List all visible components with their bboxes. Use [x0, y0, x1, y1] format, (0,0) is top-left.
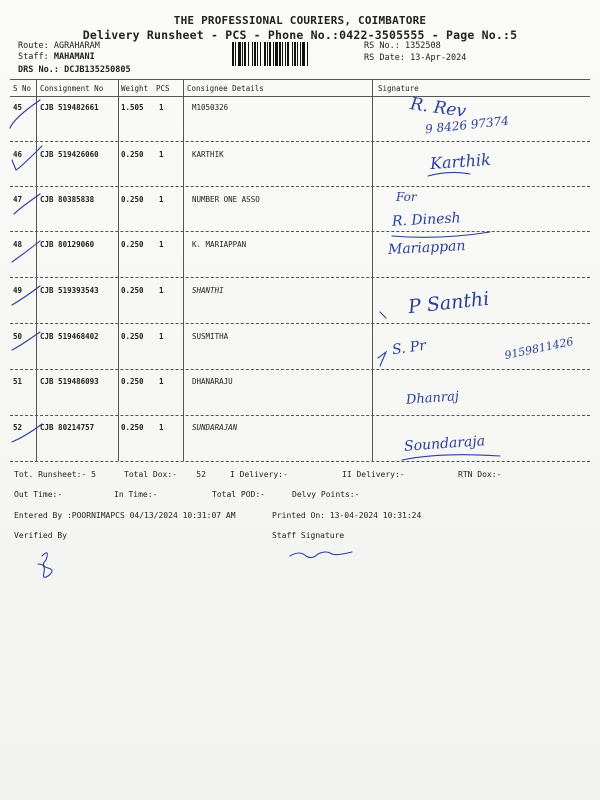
row-consignee: SUSMITHA	[192, 332, 229, 341]
barcode	[232, 42, 358, 66]
col-header-consignee: Consignee Details	[187, 84, 264, 93]
col-divider-sno	[36, 79, 37, 461]
tot-runsheet-value: 5	[91, 470, 96, 479]
tot-runsheet	[14, 470, 96, 479]
row-consignee: DHANARAJU	[192, 377, 233, 386]
row-consignment: CJB 80129060	[40, 240, 95, 249]
rs-no-field	[364, 41, 441, 51]
total-dox-label: Total Dox:-	[124, 470, 177, 479]
tot-runsheet-label: Tot. Runsheet:-	[14, 470, 87, 479]
rtn-dox: RTN Dox:-	[458, 470, 502, 479]
company-title: THE PROFESSIONAL COURIERS, COIMBATORE	[173, 14, 427, 27]
row-consignee: K. MARIAPPAN	[192, 240, 247, 249]
total-dox	[124, 470, 206, 479]
row-pcs: 1	[159, 286, 164, 295]
col-header-signature: Signature	[378, 84, 419, 93]
route-label: Route:	[18, 41, 49, 51]
row-weight: 0.250	[121, 377, 144, 386]
rs-no-value: 1352508	[404, 41, 441, 51]
row-pcs: 1	[159, 332, 164, 341]
row-weight: 0.250	[121, 240, 144, 249]
row-sno: 50	[13, 332, 23, 341]
drs-label: DRS No.:	[18, 65, 59, 75]
col-divider-consignee	[372, 79, 373, 461]
signature-51: Dhanraj	[405, 389, 460, 408]
signature-45: R. Rev	[408, 94, 468, 122]
drs-field	[18, 65, 131, 75]
signature-50: S. Pr	[391, 337, 428, 359]
table-top-rule	[10, 79, 590, 80]
out-time: Out Time:-	[14, 490, 63, 499]
rs-date-field	[364, 53, 466, 63]
row-consignee: KARTHIK	[192, 150, 224, 159]
row-divider	[10, 323, 590, 324]
table-bottom-rule	[10, 461, 590, 462]
row-divider	[10, 141, 590, 142]
row-sno: 47	[13, 195, 23, 204]
row-weight: 0.250	[121, 195, 144, 204]
row-pcs: 1	[159, 103, 164, 112]
staff-label: Staff:	[18, 52, 49, 62]
row-weight: 0.250	[121, 286, 144, 295]
signature-47-for: For	[396, 190, 417, 204]
row-pcs: 1	[159, 150, 164, 159]
row-sno: 45	[13, 103, 23, 112]
route-field	[18, 41, 100, 51]
row-consignment: CJB 519486093	[40, 377, 99, 386]
col-divider-consignment	[118, 79, 119, 461]
row-divider	[10, 277, 590, 278]
signature-46: Karthik	[429, 149, 492, 174]
signature-47: R. Dinesh	[391, 210, 462, 230]
col-header-consignment: Consignment No	[40, 84, 104, 93]
row-divider	[10, 369, 590, 370]
row-weight: 1.505	[121, 103, 144, 112]
signature-45-phone: 9 8426 97374	[424, 113, 510, 137]
entered-by: Entered By :POORNIMAPCS 04/13/2024 10:31:07 AM	[14, 511, 236, 520]
signature-52: Soundaraja	[403, 433, 486, 455]
row-consignee: M1050326	[192, 103, 229, 112]
signature-48: Mariappan	[387, 237, 466, 259]
row-weight: 0.250	[121, 150, 144, 159]
drs-value: DCJB135250805	[64, 65, 131, 75]
runsheet-subtitle: Delivery Runsheet - PCS - Phone No.:0422-3505555 - Page No.:5	[82, 28, 518, 42]
col-divider-pcs	[183, 79, 184, 461]
row-divider	[10, 231, 590, 232]
row-pcs: 1	[159, 240, 164, 249]
total-dox-value: 52	[196, 470, 206, 479]
staff-field	[18, 52, 95, 62]
row-consignment: CJB 519468402	[40, 332, 99, 341]
delvy-points: Delvy Points:-	[292, 490, 360, 499]
row-pcs: 1	[159, 195, 164, 204]
row-sno: 51	[13, 377, 23, 386]
row-sno: 49	[13, 286, 23, 295]
row-consignee: SUNDARAJAN	[192, 423, 238, 432]
col-header-sno: S No	[13, 84, 32, 93]
rs-no-label: RS No.:	[364, 41, 400, 51]
row-sno: 48	[13, 240, 23, 249]
signature-50-phone: 9159811426	[503, 334, 575, 363]
row-divider	[10, 186, 590, 187]
verified-by-label: Verified By	[14, 531, 67, 540]
row-consignment: CJB 519393543	[40, 286, 99, 295]
rs-date-label: RS Date:	[364, 53, 405, 63]
row-consignment: CJB 80214757	[40, 423, 95, 432]
row-consignee: NUMBER ONE ASSO	[192, 195, 260, 204]
row-consignment: CJB 519426060	[40, 150, 99, 159]
ii-delivery: II Delivery:-	[342, 470, 405, 479]
row-sno: 46	[13, 150, 23, 159]
signature-49: P Santhi	[407, 287, 491, 319]
in-time: In Time:-	[114, 490, 158, 499]
route-value: AGRAHARAM	[53, 41, 100, 51]
printed-on: Printed On: 13-04-2024 10:31:24	[272, 511, 422, 520]
i-delivery: I Delivery:-	[230, 470, 288, 479]
rs-date-value: 13-Apr-2024	[410, 53, 467, 63]
total-pod: Total POD:-	[212, 490, 265, 499]
row-sno: 52	[13, 423, 23, 432]
row-pcs: 1	[159, 377, 164, 386]
row-consignment: CJB 80385838	[40, 195, 95, 204]
row-divider	[10, 415, 590, 416]
row-weight: 0.250	[121, 423, 144, 432]
row-consignment: CJB 519482661	[40, 103, 99, 112]
row-consignee: SHANTHI	[192, 286, 224, 295]
staff-signature-label: Staff Signature	[272, 531, 345, 540]
row-weight: 0.250	[121, 332, 144, 341]
staff-value: MAHAMANI	[53, 52, 95, 62]
col-header-weight: Weight	[121, 84, 149, 93]
col-header-pcs: PCS	[156, 84, 170, 93]
row-pcs: 1	[159, 423, 164, 432]
table-header-rule	[10, 96, 590, 97]
